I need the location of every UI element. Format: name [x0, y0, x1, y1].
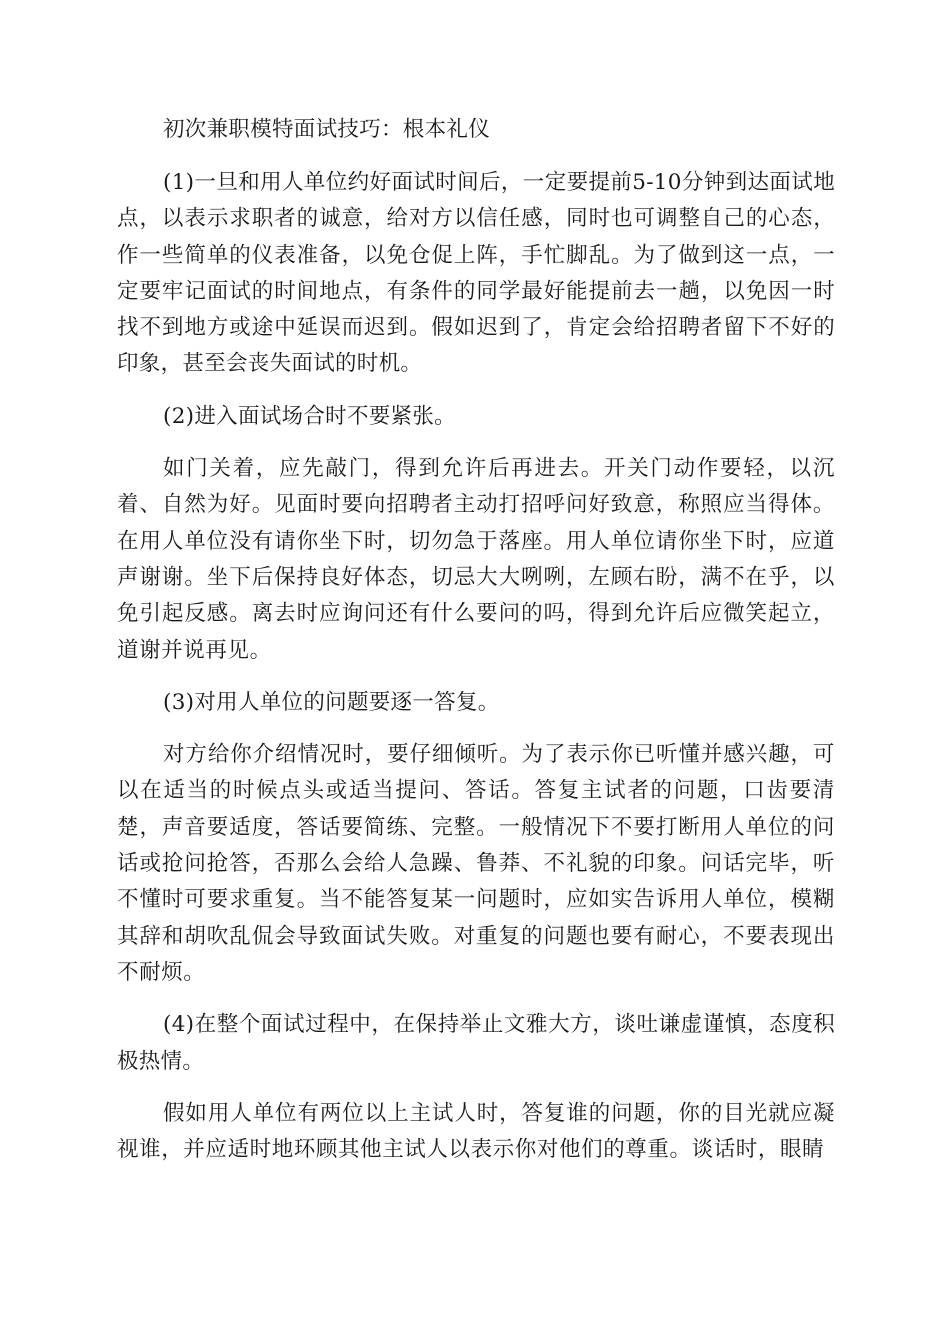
paragraph-eye-contact: 假如用人单位有两位以上主试人时，答复谁的问题，你的目光就应凝视谁，并应适时地环顾其他主试人以表示你对他们的尊重。谈话时，眼睛 [117, 1100, 835, 1163]
paragraph-heading-demeanor: (4)在整个面试过程中，在保持举止文雅大方，谈吐谦虚谨慎，态度积极热情。 [117, 1012, 835, 1074]
paragraph-heading-entering: (2)进入面试场合时不要紧张。 [163, 403, 456, 429]
paragraph-entering-etiquette: 如门关着，应先敲门，得到允许后再进去。开关门动作要轻，以沉着、自然为好。见面时要向招聘者主动打招呼问好致意，称照应当得体。在用人单位没有请你坐下时，切勿急于落座。用人单位请你坐下时，应道声谢谢。坐下后保持良好体态，切忌大大咧咧，左顾右盼，满不在乎，以免引起反感。离去时应询问还有什么要问的吗，得到允许后应微笑起立，道谢并说再见。 [117, 456, 835, 663]
paragraph-heading-answering: (3)对用人单位的问题要逐一答复。 [163, 689, 500, 715]
paragraph-answering-etiquette: 对方给你介绍情况时，要仔细倾听。为了表示你已听懂并感兴趣，可以在适当的时候点头或适当提问、答话。答复主试者的问题，口齿要清楚，声音要适度，答话要简练、完整。一般情况下不要打断用人单位的问话或抢问抢答，否那么会给人急躁、鲁莽、不礼貌的印象。问话完毕，听不懂时可要求重复。当不能答复某一问题时，应如实告诉用人单位，模糊其辞和胡吹乱侃会导致面试失败。对重复的问题也要有耐心，不要表现出不耐烦。 [117, 742, 835, 985]
document-page [117, 112, 835, 1184]
paragraph-arrival-time: (1)一旦和用人单位约好面试时间后，一定要提前5-10分钟到达面试地点，以表示求职者的诚意，给对方以信任感，同时也可调整自己的心态，作一些简单的仪表准备，以免仓促上阵，手忙脚乱。为了做到这一点，一定要牢记面试的时间地点，有条件的同学最好能提前去一趟，以免因一时找不到地方或途中延误而迟到。假如迟到了，肯定会给招聘者留下不好的印象，甚至会丧失面试的时机。 [117, 170, 835, 377]
document-title: 初次兼职模特面试技巧：根本礼仪 [163, 117, 491, 142]
